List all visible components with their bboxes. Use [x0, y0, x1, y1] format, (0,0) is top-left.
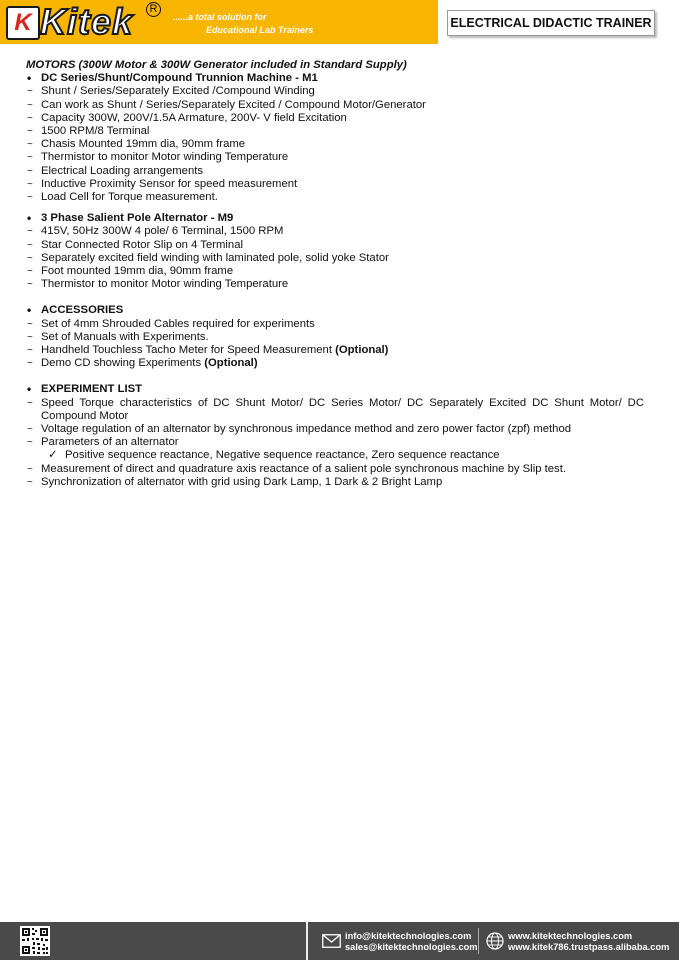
- list-item: [26, 423, 644, 436]
- list-item: [26, 265, 644, 278]
- tilde-marker: ~: [27, 266, 33, 278]
- alibaba-store-link[interactable]: www.kitek786.trustpass.alibaba.com: [508, 941, 670, 952]
- list-item: [26, 476, 644, 489]
- item-text: Parameters of an alternator: [41, 436, 179, 449]
- item-text: Thermistor to monitor Motor winding Temperature: [41, 151, 289, 164]
- globe-icon: [486, 932, 504, 950]
- list-item: [26, 252, 644, 265]
- footer-divider: [478, 928, 479, 954]
- logo-k-mark: K: [6, 6, 40, 40]
- item-text: Can work as Shunt / Series/Separately Excited / Compound Motor/Generator: [41, 98, 426, 111]
- tilde-marker: ~: [27, 476, 33, 488]
- list-item: [26, 357, 644, 370]
- section-heading: [26, 383, 644, 396]
- list-item: [26, 165, 644, 178]
- item-text: Star Connected Rotor Slip on 4 Terminal: [41, 238, 243, 251]
- website-link[interactable]: www.kitektechnologies.com: [508, 931, 633, 941]
- list-item: [26, 436, 644, 449]
- heading-text: DC Series/Shunt/Compound Trunnion Machine - M1: [41, 72, 318, 85]
- tilde-marker: ~: [27, 345, 33, 357]
- tilde-marker: ~: [27, 226, 33, 238]
- item-text: Capacity 300W, 200V/1.5A Armature, 200V- V field Excitation: [41, 111, 347, 124]
- tilde-marker: ~: [27, 86, 33, 98]
- optional-tag: (Optional): [204, 357, 258, 370]
- tagline-banner: [163, 0, 438, 44]
- item-text: Electrical Loading arrangements: [41, 164, 204, 177]
- footer-divider: [306, 922, 308, 960]
- item-text: 415V, 50Hz 300W 4 pole/ 6 Terminal, 1500 RPM: [41, 225, 284, 238]
- tagline-line1: ......a total solution for: [173, 12, 267, 22]
- tilde-marker: ~: [27, 318, 33, 330]
- list-item: [26, 331, 644, 344]
- tilde-marker: ~: [27, 331, 33, 343]
- document-body: [26, 59, 644, 489]
- footer-web-block: [508, 931, 669, 952]
- list-item: [26, 239, 644, 252]
- check-icon: ✓: [48, 449, 58, 462]
- list-item: [26, 85, 644, 98]
- item-text: Shunt / Series/Separately Excited /Compound Winding: [41, 85, 315, 98]
- tilde-marker: ~: [27, 178, 33, 190]
- list-item: [26, 278, 644, 291]
- list-item: [26, 318, 644, 331]
- item-text: Positive sequence reactance, Negative sequence reactance, Zero sequence reactance: [65, 449, 500, 462]
- tilde-marker: ~: [27, 152, 33, 164]
- tilde-marker: ~: [27, 437, 33, 449]
- tilde-marker: ~: [27, 358, 33, 370]
- item-text: Handheld Touchless Tacho Meter for Speed Measurement: [41, 344, 336, 357]
- bullet-marker: •: [27, 71, 32, 86]
- list-item: [26, 178, 644, 191]
- list-item: [26, 125, 644, 138]
- item-text: Set of Manuals with Experiments.: [41, 330, 209, 343]
- qr-code-icon: [20, 926, 50, 956]
- sub-list-item: [26, 449, 644, 462]
- tilde-marker: ~: [27, 192, 33, 204]
- tilde-marker: ~: [27, 126, 33, 138]
- page-header: [0, 0, 679, 44]
- bullet-marker: •: [27, 211, 32, 226]
- optional-tag: (Optional): [335, 344, 389, 357]
- footer-email-block: [345, 931, 478, 952]
- item-text: Chasis Mounted 19mm dia, 90mm frame: [41, 138, 246, 151]
- registered-mark: R: [146, 2, 161, 17]
- tilde-marker: ~: [27, 252, 33, 264]
- tilde-marker: ~: [27, 424, 33, 436]
- email-info-link[interactable]: info@kitektechnologies.com: [345, 931, 472, 941]
- kitek-logo: [0, 0, 163, 44]
- bullet-marker: •: [27, 303, 32, 318]
- list-item: [26, 463, 644, 476]
- item-text: Foot mounted 19mm dia, 90mm frame: [41, 265, 234, 278]
- tilde-marker: ~: [27, 112, 33, 124]
- section-heading: [26, 212, 644, 225]
- item-text: 1500 RPM/8 Terminal: [41, 125, 150, 138]
- tilde-marker: ~: [27, 463, 33, 475]
- item-text: Thermistor to monitor Motor winding Temperature: [41, 278, 289, 291]
- section-heading: [26, 72, 644, 85]
- section-m1: [26, 72, 644, 204]
- tagline-line2: Educational Lab Trainers: [206, 25, 314, 35]
- list-item: [26, 99, 644, 112]
- item-text: Demo CD showing Experiments: [41, 357, 205, 370]
- item-text: Synchronization of alternator with grid using Dark Lamp, 1 Dark & 2 Bright Lamp: [41, 475, 443, 488]
- item-text: Set of 4mm Shrouded Cables required for experiments: [41, 317, 315, 330]
- item-text: Voltage regulation of an alternator by synchronous impedance method and zero power factor (zpf) method: [41, 423, 572, 436]
- list-item: [26, 344, 644, 357]
- motors-intro-heading: MOTORS (300W Motor & 300W Generator included in Standard Supply): [26, 59, 407, 71]
- item-text: Speed Torque characteristics of DC Shunt Motor/ DC Series Motor/ DC Separately Excited DC Shunt Motor/ DC Compound Motor: [41, 396, 644, 422]
- list-item: [26, 225, 644, 238]
- section-heading: [26, 304, 644, 317]
- heading-text: 3 Phase Salient Pole Alternator - M9: [41, 212, 234, 225]
- item-text: Measurement of direct and quadrature axis reactance of a salient pole synchronous machine by Slip test.: [41, 462, 566, 475]
- section-m9: [26, 212, 644, 291]
- tilde-marker: ~: [27, 139, 33, 151]
- section-accessories: [26, 304, 644, 370]
- list-item: [26, 397, 644, 423]
- section-experiment-list: [26, 383, 644, 489]
- item-text: Separately excited field winding with laminated pole, solid yoke Stator: [41, 251, 389, 264]
- tilde-marker: ~: [27, 165, 33, 177]
- item-text: Inductive Proximity Sensor for speed measurement: [41, 177, 298, 190]
- list-item: [26, 191, 644, 204]
- heading-text: EXPERIMENT LIST: [41, 383, 143, 396]
- logo-wordmark: Kitek: [40, 1, 134, 42]
- tilde-marker: ~: [27, 239, 33, 251]
- item-text: Load Cell for Torque measurement.: [41, 191, 218, 204]
- heading-text: ACCESSORIES: [41, 304, 124, 317]
- list-item: [26, 138, 644, 151]
- list-item: [26, 151, 644, 164]
- mail-icon: [322, 934, 341, 948]
- document-title: ELECTRICAL DIDACTIC TRAINER: [447, 10, 655, 36]
- page-footer: [0, 922, 679, 960]
- tilde-marker: ~: [27, 99, 33, 111]
- bullet-marker: •: [27, 382, 32, 397]
- list-item: [26, 112, 644, 125]
- email-sales-link[interactable]: sales@kitektechnologies.com: [345, 941, 478, 952]
- tilde-marker: ~: [27, 279, 33, 291]
- tilde-marker: ~: [27, 397, 33, 409]
